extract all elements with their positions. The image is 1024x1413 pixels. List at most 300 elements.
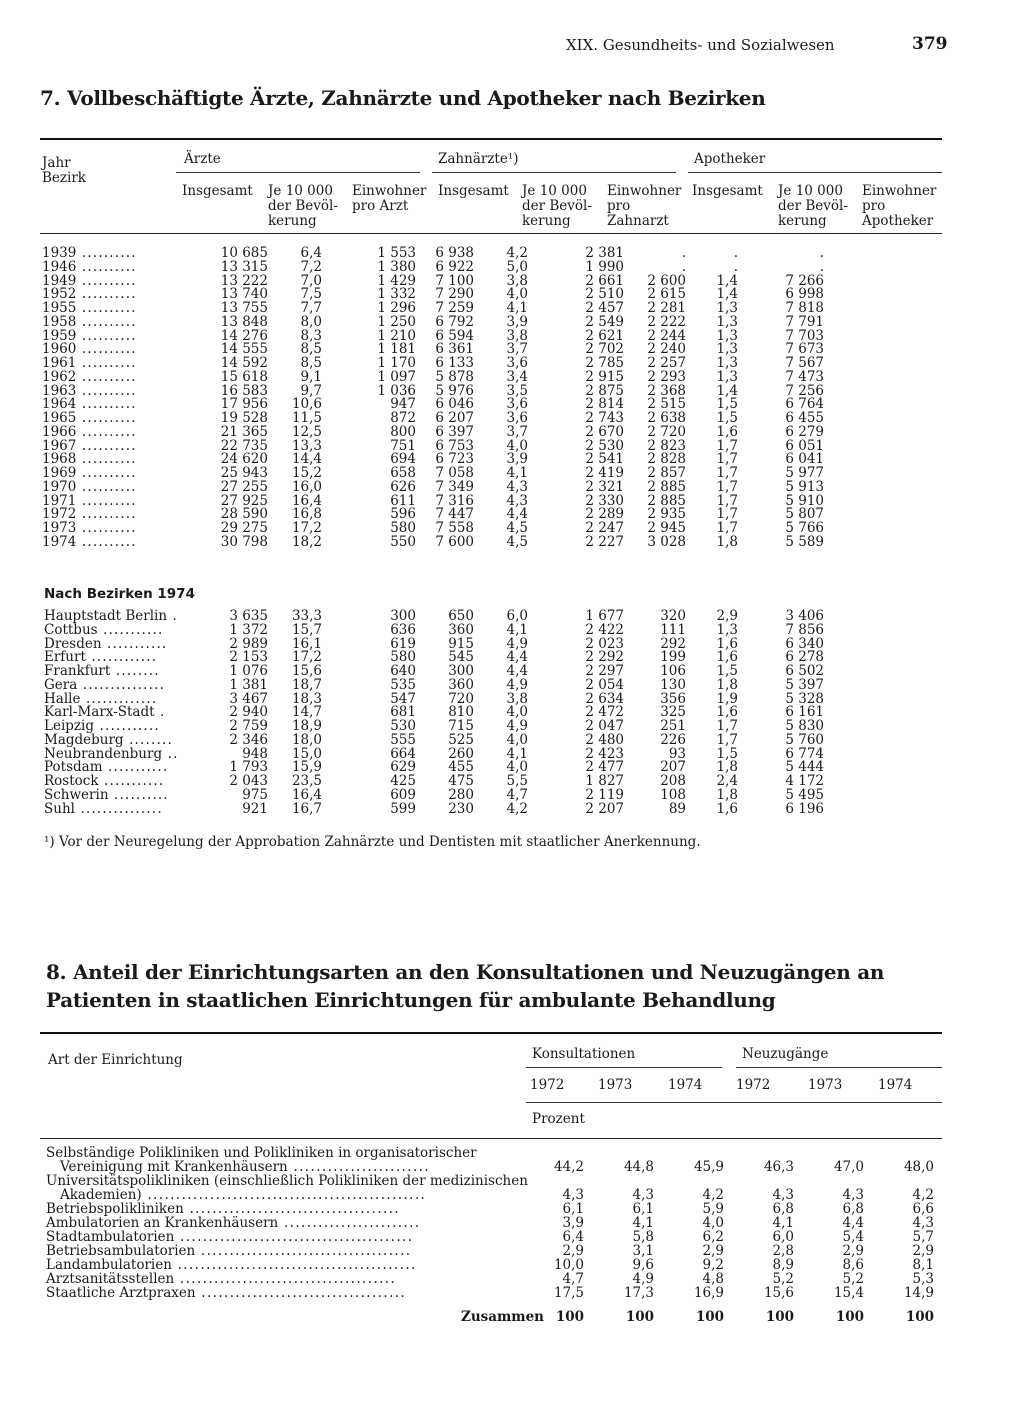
- table-cell: 18,7: [291, 676, 322, 693]
- table-cell: 8,6: [842, 1257, 864, 1273]
- table7-years-table: [42, 247, 824, 550]
- table-cell: 2 330: [585, 492, 624, 509]
- table-cell: 751: [390, 437, 416, 454]
- table-row: [44, 706, 824, 720]
- table-cell: 1 793: [229, 759, 268, 776]
- table-cell: 30 798: [220, 533, 268, 550]
- table-cell: 5 807: [785, 506, 824, 523]
- table-cell: 2 530: [585, 437, 624, 454]
- dot-leader: ..........: [76, 272, 137, 289]
- dot-leader: .: [154, 704, 166, 721]
- table-cell: 14,7: [291, 704, 322, 721]
- table-cell: 44,2: [553, 1159, 584, 1175]
- table-cell: 3,8: [506, 690, 528, 707]
- table-cell: 2 621: [585, 327, 624, 344]
- row-label-cell: [46, 1216, 544, 1230]
- table-cell: 530: [390, 718, 416, 734]
- table-cell: 33,3: [291, 608, 322, 624]
- table-cell: 1 677: [585, 608, 624, 624]
- col-header-zahnaerzte-einwohner: Einwohner pro Zahnarzt: [607, 183, 682, 229]
- table-cell: 230: [448, 800, 474, 817]
- table8-title: 8. Anteil der Einrichtungsarten an den Konsultationen und Neuzugängen an Patienten in staatlichen Einrichtungen für ambulante Behandlung: [46, 960, 885, 1012]
- table-cell: 14 555: [220, 341, 268, 358]
- table-cell: 636: [390, 621, 416, 638]
- table-cell: 2 047: [585, 718, 624, 734]
- dot-leader: ..........: [76, 492, 137, 509]
- dot-leader: ..........: [76, 313, 137, 330]
- col-header-apotheker-einwohner: Einwohner pro Apotheker: [862, 183, 937, 229]
- table-row: [42, 316, 824, 330]
- table-cell: 921: [242, 800, 268, 817]
- table-cell: 5,4: [842, 1229, 864, 1245]
- table-cell: 280: [448, 786, 474, 803]
- table-cell: 5 977: [785, 465, 824, 481]
- table-cell: 6 046: [435, 396, 474, 413]
- row-label: Potsdam: [44, 759, 103, 776]
- table-cell: 2 885: [647, 492, 686, 509]
- table-cell: 48,0: [903, 1159, 934, 1175]
- table-cell: 7 600: [435, 533, 474, 550]
- table-cell: 100: [695, 1309, 724, 1325]
- table-cell: 17,5: [553, 1285, 584, 1301]
- group-rule-neuzugaenge: [736, 1067, 942, 1068]
- table-cell: 2 244: [647, 327, 686, 344]
- table-cell: 6,0: [506, 608, 528, 624]
- year-header: 1973: [598, 1077, 633, 1093]
- table-row: [46, 1202, 934, 1216]
- table-cell: 4,0: [506, 704, 528, 721]
- table-row: [46, 1272, 934, 1286]
- dot-leader: .....................................: [183, 1201, 401, 1217]
- table-cell: 5 913: [785, 478, 824, 495]
- table-cell: 93: [668, 745, 686, 762]
- row-label: 1961: [42, 355, 77, 371]
- row-label: Vereinigung mit Krankenhäusern: [60, 1159, 288, 1175]
- table-cell: 2 472: [585, 704, 624, 721]
- table-cell: [724, 1146, 794, 1160]
- dot-leader: ..........: [76, 300, 137, 316]
- table-cell: 8,5: [300, 341, 322, 358]
- table-cell: 6 041: [785, 451, 824, 468]
- table-cell: 948: [242, 745, 268, 762]
- table-row: [42, 398, 824, 412]
- table-cell: 111: [660, 621, 686, 638]
- table-cell: 46,3: [763, 1159, 794, 1175]
- table-cell: 8,5: [300, 355, 322, 371]
- table-cell: 89: [668, 800, 686, 817]
- table-cell: 810: [448, 704, 474, 721]
- table-cell: 1,3: [716, 368, 738, 385]
- table-cell: 1,9: [716, 690, 738, 707]
- table-row: [46, 1258, 934, 1272]
- table7-title: 7. Vollbeschäftigte Ärzte, Zahnärzte und Apotheker nach Bezirken: [40, 86, 766, 110]
- table-cell: 4,0: [506, 286, 528, 303]
- dot-leader: ...............: [74, 800, 163, 817]
- table-cell: 2 293: [647, 368, 686, 385]
- table-cell: 599: [390, 800, 416, 817]
- stub-header-year: Jahr: [42, 155, 71, 171]
- dot-leader: .................................................: [141, 1187, 427, 1203]
- table-cell: 3,6: [506, 410, 528, 426]
- row-label: 1969: [42, 465, 77, 481]
- table-cell: 681: [390, 704, 416, 721]
- table-cell: 4,3: [842, 1187, 864, 1203]
- table-cell: 16,0: [291, 478, 322, 495]
- table-row: [46, 1230, 934, 1244]
- table-cell: 100: [555, 1309, 584, 1325]
- row-label-cell: [46, 1244, 544, 1258]
- table-cell: 100: [905, 1309, 934, 1325]
- table-cell: 6 361: [435, 341, 474, 358]
- table-cell: 2 935: [647, 506, 686, 523]
- table-cell: 4,1: [506, 300, 528, 316]
- dot-leader: ..........: [76, 355, 137, 371]
- table-cell: 24 620: [220, 451, 268, 468]
- row-label: Dresden: [44, 635, 102, 652]
- table-cell: 2 720: [647, 423, 686, 440]
- table-cell: 320: [660, 608, 686, 624]
- col-header-aerzte-je10000: Je 10 000 der Bevöl- kerung: [268, 183, 338, 229]
- row-label: 1939: [42, 245, 77, 261]
- table-cell: 2 292: [585, 649, 624, 666]
- table-cell: 2 549: [585, 313, 624, 330]
- table-row: [42, 247, 824, 261]
- table-cell: 7,5: [300, 286, 322, 303]
- table-cell: 27 925: [220, 492, 268, 509]
- table-cell: 16,4: [291, 492, 322, 509]
- table-cell: 3,7: [506, 423, 528, 440]
- table-row: [44, 679, 824, 693]
- table-cell: [654, 1174, 724, 1188]
- table-cell: 13 848: [220, 313, 268, 330]
- table-cell: 7 673: [785, 341, 824, 358]
- table-cell: 6 161: [785, 704, 824, 721]
- row-label: Selbständige Polikliniken und Polikliniken in organisatorischer: [46, 1145, 477, 1161]
- table-cell: 11,5: [291, 410, 322, 426]
- table-cell: 6 278: [785, 649, 824, 666]
- table-cell: 6 279: [785, 423, 824, 440]
- table-cell: 2 423: [585, 745, 624, 762]
- table-cell: 15,6: [291, 663, 322, 679]
- table-cell: 300: [390, 608, 416, 624]
- table-cell: [794, 1146, 864, 1160]
- table-cell: 596: [390, 506, 416, 523]
- table-cell: 3,8: [506, 272, 528, 289]
- table-row: [46, 1216, 934, 1230]
- table-cell: 5,7: [912, 1229, 934, 1245]
- table-cell: 619: [390, 635, 416, 652]
- table-cell: 1,8: [716, 533, 738, 550]
- table-cell: 547: [390, 690, 416, 707]
- table-cell: 4,4: [506, 649, 528, 666]
- dot-leader: ..........: [76, 327, 137, 344]
- table-cell: 17,3: [623, 1285, 654, 1301]
- group-rule-konsultationen: [526, 1067, 722, 1068]
- table-cell: 1,3: [716, 355, 738, 371]
- table-cell: 6 723: [435, 451, 474, 468]
- table-row: [44, 651, 824, 665]
- year-header: 1972: [736, 1077, 771, 1093]
- row-label-cell: [46, 1258, 544, 1272]
- table-cell: 208: [660, 773, 686, 789]
- table-cell: 15 618: [220, 368, 268, 385]
- table-cell: 100: [765, 1309, 794, 1325]
- table-cell: 2,9: [912, 1243, 934, 1259]
- row-label: 1968: [42, 451, 77, 468]
- table-cell: 872: [390, 410, 416, 426]
- table-cell: 16,7: [291, 800, 322, 817]
- table-cell: 2 119: [585, 786, 624, 803]
- table-cell: 6,1: [562, 1201, 584, 1217]
- dot-leader: .............: [80, 690, 158, 707]
- group-header-apotheker: Apotheker: [694, 151, 766, 167]
- table-cell: 6,1: [632, 1201, 654, 1217]
- table-cell: 694: [390, 451, 416, 468]
- table-cell: 2 702: [585, 341, 624, 358]
- table-cell: 6,6: [912, 1201, 934, 1217]
- table-cell: 251: [660, 718, 686, 734]
- table-cell: 1,7: [716, 718, 738, 734]
- dot-leader: ..........: [76, 382, 137, 399]
- table-cell: 2,4: [716, 773, 738, 789]
- table-cell: 6 753: [435, 437, 474, 454]
- table-cell: 1,6: [716, 649, 738, 666]
- table-row: [44, 638, 824, 652]
- table-cell: 3,9: [506, 313, 528, 330]
- table-cell: 5 495: [785, 786, 824, 803]
- table-cell: 14,9: [903, 1285, 934, 1301]
- table7-stub-header: [42, 156, 86, 186]
- table-cell: 2 289: [585, 506, 624, 523]
- table-cell: 4 172: [785, 773, 824, 789]
- table-cell: 3 467: [229, 690, 268, 707]
- row-label: 1966: [42, 423, 77, 440]
- table-cell: 7 818: [785, 300, 824, 316]
- table-cell: 5,0: [506, 258, 528, 275]
- table-row: [42, 508, 824, 522]
- table-cell: 1,3: [716, 313, 738, 330]
- group-header-neuzugaenge: Neuzugänge: [742, 1046, 829, 1062]
- row-label-cell: [46, 1272, 544, 1286]
- table-cell: 2 477: [585, 759, 624, 776]
- table-row: [42, 522, 824, 536]
- table-cell: 2 759: [229, 718, 268, 734]
- table-cell: 2 915: [585, 368, 624, 385]
- col-header-zahnaerzte-insgesamt: Insgesamt: [438, 183, 509, 199]
- row-label-cell: [46, 1174, 544, 1188]
- table-cell: 4,2: [702, 1187, 724, 1203]
- table-cell: 6 133: [435, 355, 474, 371]
- table-cell: 2 510: [585, 286, 624, 303]
- table-cell: 4,1: [506, 745, 528, 762]
- table-cell: 10 685: [220, 245, 268, 261]
- table-cell: 715: [448, 718, 474, 734]
- table7-districts-table: [44, 610, 824, 816]
- table-cell: 720: [448, 690, 474, 707]
- col-header-zahnaerzte-je10000: Je 10 000 der Bevöl- kerung: [522, 183, 592, 229]
- table-cell: 7 473: [785, 368, 824, 385]
- table-cell: 2 247: [585, 520, 624, 536]
- table-cell: 4,2: [506, 245, 528, 261]
- table-cell: 1 097: [377, 368, 416, 385]
- table-cell: 100: [835, 1309, 864, 1325]
- table-cell: 300: [448, 663, 474, 679]
- row-label: 1959: [42, 327, 77, 344]
- table-cell: 658: [390, 465, 416, 481]
- table-cell: 47,0: [833, 1159, 864, 1175]
- table-cell: 2 515: [647, 396, 686, 413]
- year-header: 1974: [668, 1077, 703, 1093]
- table-cell: 22 735: [220, 437, 268, 454]
- table-cell: [794, 1174, 864, 1188]
- table-cell: 10,6: [291, 396, 322, 413]
- table-cell: [584, 1174, 654, 1188]
- table-cell: 2 615: [647, 286, 686, 303]
- table-row: [42, 495, 824, 509]
- row-label-cell: [46, 1230, 544, 1244]
- row-label: 1952: [42, 286, 77, 303]
- table-cell: 1,6: [716, 800, 738, 817]
- table-cell: 5 830: [785, 718, 824, 734]
- group-header-zahnaerzte: Zahnärzte¹): [438, 151, 519, 167]
- year-header: 1973: [808, 1077, 843, 1093]
- table-cell: 2,9: [716, 608, 738, 624]
- table-cell: 1,7: [716, 478, 738, 495]
- table-cell: 1 332: [377, 286, 416, 303]
- table-cell: 2 828: [647, 451, 686, 468]
- table-cell: 5,2: [842, 1271, 864, 1287]
- table-cell: 2 814: [585, 396, 624, 413]
- dot-leader: .: [167, 608, 179, 624]
- table-cell: 580: [390, 649, 416, 666]
- table-cell: 6 998: [785, 286, 824, 303]
- table-cell: 9,7: [300, 382, 322, 399]
- table-cell: 4,7: [506, 786, 528, 803]
- table-cell: 2 227: [585, 533, 624, 550]
- table-cell: 16,9: [693, 1285, 724, 1301]
- dot-leader: ..........................................: [171, 1257, 417, 1273]
- table-cell: 2 281: [647, 300, 686, 316]
- table-cell: 1,6: [716, 423, 738, 440]
- table-cell: 7 447: [435, 506, 474, 523]
- table-cell: 4,4: [506, 663, 528, 679]
- row-label: Suhl: [44, 800, 75, 817]
- table-cell: 7 349: [435, 478, 474, 495]
- table-cell: 292: [660, 635, 686, 652]
- table-cell: 2 638: [647, 410, 686, 426]
- table-row: [46, 1146, 934, 1160]
- table-cell: 7 558: [435, 520, 474, 536]
- table-cell: [864, 1174, 934, 1188]
- table-cell: 2 885: [647, 478, 686, 495]
- table-row: [42, 412, 824, 426]
- table-cell: 4,5: [506, 533, 528, 550]
- table-cell: 5 397: [785, 676, 824, 693]
- table-cell: 3,4: [506, 368, 528, 385]
- col-header-apotheker-insgesamt: Insgesamt: [692, 183, 763, 199]
- row-label: 1971: [42, 492, 77, 509]
- dot-leader: ..........: [76, 520, 137, 536]
- col-header-aerzte-insgesamt: Insgesamt: [182, 183, 253, 199]
- table-cell: 6 594: [435, 327, 474, 344]
- table-cell: 1 296: [377, 300, 416, 316]
- table-cell: 1,4: [716, 382, 738, 399]
- table-cell: .: [819, 245, 824, 261]
- dot-leader: ..........: [76, 258, 137, 275]
- table-cell: 15,4: [833, 1285, 864, 1301]
- table-cell: 12,5: [291, 423, 322, 440]
- table-row: [42, 453, 824, 467]
- row-label: Hauptstadt Berlin: [44, 608, 168, 624]
- table-cell: 4,2: [912, 1187, 934, 1203]
- table8-top-rule: [40, 1032, 942, 1034]
- table-cell: 2,9: [702, 1243, 724, 1259]
- table-cell: 1,5: [716, 396, 738, 413]
- table-cell: 4,1: [632, 1215, 654, 1231]
- table-cell: 1 036: [377, 382, 416, 399]
- table-cell: 7 058: [435, 465, 474, 481]
- table-cell: 16,1: [291, 635, 322, 652]
- row-label: 1974: [42, 533, 77, 550]
- table-cell: 2 222: [647, 313, 686, 330]
- table-cell: 1,7: [716, 451, 738, 468]
- table-cell: 5 878: [435, 368, 474, 385]
- table-cell: 1 181: [377, 341, 416, 358]
- table-cell: 7 100: [435, 272, 474, 289]
- table-cell: 6 764: [785, 396, 824, 413]
- table-cell: 6 792: [435, 313, 474, 330]
- table-row: [42, 288, 824, 302]
- table-cell: 226: [660, 731, 686, 748]
- table-cell: 7 266: [785, 272, 824, 289]
- table-cell: 3 406: [785, 608, 824, 624]
- table-cell: 6,8: [772, 1201, 794, 1217]
- table-row: [42, 371, 824, 385]
- table-cell: 7,2: [300, 258, 322, 275]
- table-cell: 5 589: [785, 533, 824, 550]
- table-cell: 4,3: [632, 1187, 654, 1203]
- row-label: Staatliche Arztpraxen: [46, 1285, 196, 1301]
- dot-leader: ........................: [287, 1159, 431, 1175]
- table-row: [42, 261, 824, 275]
- table-cell: 640: [390, 663, 416, 679]
- table-cell: 2 857: [647, 465, 686, 481]
- row-label-cell: [46, 1300, 544, 1324]
- table-cell: [724, 1174, 794, 1188]
- table-cell: .: [733, 258, 738, 275]
- table-cell: 1,8: [716, 759, 738, 776]
- table-cell: 6,2: [702, 1229, 724, 1245]
- table-cell: 17,2: [291, 520, 322, 536]
- table-cell: 14 592: [220, 355, 268, 371]
- group-rule-aerzte: [176, 172, 420, 173]
- table-cell: 975: [242, 786, 268, 803]
- table-cell: 7 567: [785, 355, 824, 371]
- table-cell: 15,2: [291, 465, 322, 481]
- table-cell: 4,0: [506, 437, 528, 454]
- page-number: 379: [912, 34, 948, 54]
- dot-leader: ..........: [76, 451, 137, 468]
- row-label: Frankfurt: [44, 663, 111, 679]
- table-cell: 425: [390, 773, 416, 789]
- table-cell: 3,8: [506, 327, 528, 344]
- running-header: XIX. Gesundheits- und Sozialwesen: [566, 36, 835, 54]
- table8-body: [46, 1146, 934, 1324]
- table-cell: 6 502: [785, 663, 824, 679]
- row-label: 1973: [42, 520, 77, 536]
- table-cell: 1,3: [716, 341, 738, 358]
- year-header: 1974: [878, 1077, 913, 1093]
